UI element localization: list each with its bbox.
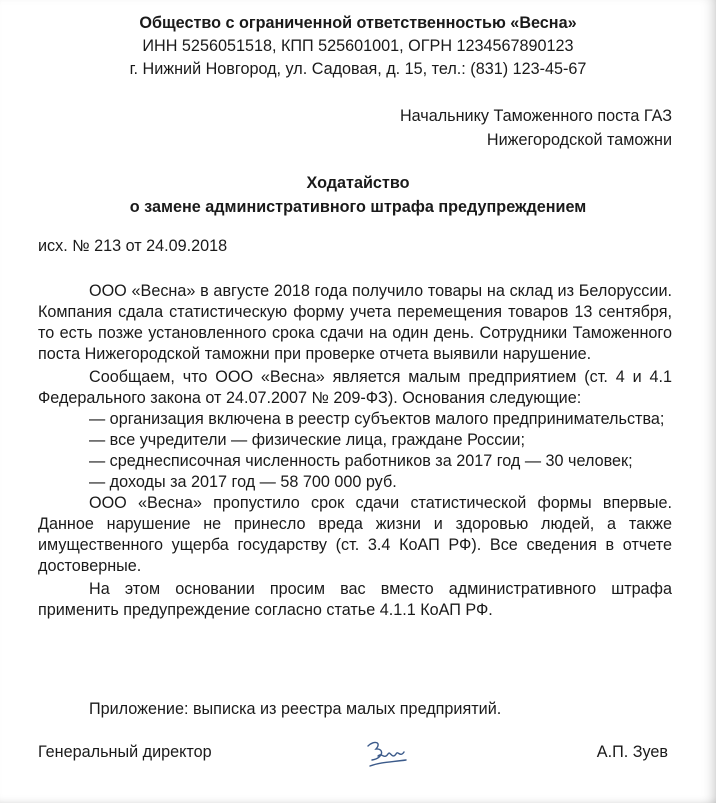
paragraph-3: ООО «Весна» пропустило срок сдачи статистической формы впервые. Данное нарушение не принесло вреда жизни и здоровью людей, а также имущественного ущерба государству (ст. 3.4 КоАП РФ). Все сведения в отчете достоверные. (38, 494, 672, 575)
list-item: — организация включена в реестр субъектов малого предпринимательства; (89, 410, 665, 428)
title-line-2: о замене административного штрафа предупреждением (129, 198, 587, 216)
paragraph-1: ООО «Весна» в августе 2018 года получило товары на склад из Белоруссии. Компания сдала статистическую форму учета перемещения товаров 13 сентября, то есть позже установленного срока сдачи на один день. Сотрудники Таможенного поста Нижегородской таможни при проверке отчета выявили нарушение. (38, 282, 672, 363)
signer-position: Генеральный директор (38, 743, 212, 761)
list-item: — среднесписочная численность работников за 2017 год — 30 человек; (89, 452, 633, 470)
org-name: Общество с ограниченной ответственностью «Весна» (139, 14, 577, 32)
org-requisites: ИНН 5256051518, КПП 525601001, ОГРН 1234567890123 (142, 37, 574, 55)
outgoing-reference: исх. № 213 от 24.09.2018 (38, 237, 228, 255)
attachment-note: Приложение: выписка из реестра малых предприятий. (89, 700, 502, 718)
recipient-line-1: Начальнику Таможенного поста ГАЗ (399, 107, 672, 125)
title-line-1: Ходатайство (306, 174, 410, 192)
signer-name: А.П. Зуев (596, 743, 668, 761)
handwritten-signature (362, 736, 412, 770)
paragraph-2: Сообщаем, что ООО «Весна» является малым предприятием (ст. 4 и 4.1 Федерального закона от 24.07.2007 № 209-ФЗ). Основания следующие: (38, 368, 672, 407)
recipient-block (400, 104, 672, 152)
list-item: — доходы за 2017 год — 58 700 000 руб. (89, 473, 397, 491)
organization-header (0, 12, 716, 81)
body-text (38, 281, 672, 621)
recipient-line-2: Нижегородской таможни (486, 131, 672, 149)
org-address: г. Нижний Новгород, ул. Садовая, д. 15, тел.: (831) 123-45-67 (129, 60, 587, 78)
list-item: — все учредители — физические лица, граждане России; (89, 431, 525, 449)
document-title (0, 171, 716, 219)
paragraph-4: На этом основании просим вас вместо административного штрафа применить предупреждение согласно статье 4.1.1 КоАП РФ. (38, 580, 672, 619)
